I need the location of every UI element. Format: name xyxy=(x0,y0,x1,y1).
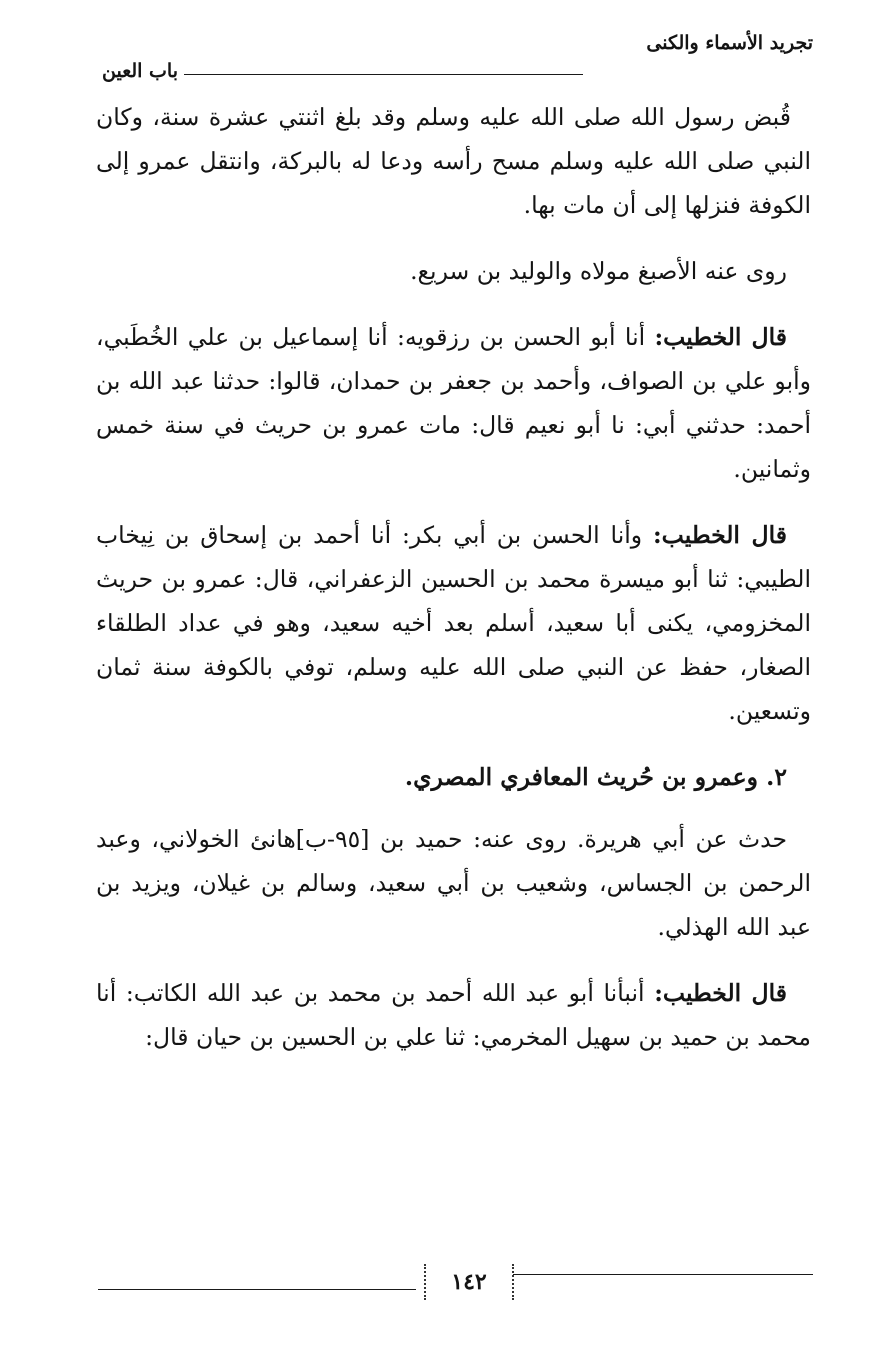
paragraph xyxy=(96,971,811,1059)
paragraph-lead: قال الخطيب: xyxy=(652,521,787,549)
chapter-title: باب العين xyxy=(102,60,179,82)
paragraph-text: أنبأنا أبو عبد الله أحمد بن محمد بن عبد الله الكاتب: أنا محمد بن حميد بن سهيل المخرمي: ثنا علي بن الحسين بن حيان قال: xyxy=(96,979,811,1051)
footer-rule xyxy=(98,1289,416,1290)
body-text xyxy=(96,95,811,1081)
footer-rule xyxy=(513,1274,813,1275)
paragraph xyxy=(96,95,811,227)
entry-heading: ٢. وعمرو بن حُريث المعافري المصري. xyxy=(404,763,787,791)
page-number-frame xyxy=(424,1264,514,1300)
paragraph-text: حدث عن أبي هريرة. روى عنه: حميد بن [٩٥-ب]هانئ الخولاني، وعبد الرحمن بن الجساس، وشعيب بن أبي سعيد، وسالم بن غيلان، ويزيد بن عبد الله الهذلي. xyxy=(96,825,811,941)
paragraph-text: وأنا الحسن بن أبي بكر: أنا أحمد بن إسحاق بن نِيخاب الطيبي: ثنا أبو ميسرة محمد بن الحسين الزعفراني، قال: عمرو بن حريث المخزومي، يكنى أبا سعيد، أسلم بعد أخيه سعيد، وهو في عداد الطلقاء الصغار، حفظ عن النبي صلى الله عليه وسلم، توفي بالكوفة سنة ثمان وتسعين. xyxy=(96,521,811,725)
paragraph-text: روى عنه الأصبغ مولاه والوليد بن سريع. xyxy=(410,257,787,285)
paragraph xyxy=(96,513,811,733)
paragraph-text: أنا أبو الحسن بن رزقويه: أنا إسماعيل بن علي الخُطَبي، وأبو علي بن الصواف، وأحمد بن جعفر بن حمدان، قالوا: حدثنا عبد الله بن أحمد: حدثني أبي: نا أبو نعيم قال: مات عمرو بن حريث في سنة خمس وثمانين. xyxy=(96,323,811,483)
page-number: ١٤٢ xyxy=(451,1269,487,1295)
paragraph xyxy=(96,249,811,293)
paragraph-text: قُبض رسول الله صلى الله عليه وسلم وقد بلغ اثنتي عشرة سنة، وكان النبي صلى الله عليه وسلم مسح رأسه ودعا له بالبركة، وانتقل عمرو إلى الكوفة فنزلها إلى أن مات بها. xyxy=(96,103,811,219)
running-header xyxy=(98,30,813,80)
page-footer xyxy=(98,1262,813,1322)
book-title: تجريد الأسماء والكنى xyxy=(646,32,813,54)
paragraph xyxy=(96,817,811,949)
header-rule xyxy=(184,74,583,75)
paragraph-lead: قال الخطيب: xyxy=(654,323,787,351)
paragraph xyxy=(96,315,811,491)
paragraph-lead: قال الخطيب: xyxy=(654,979,787,1007)
